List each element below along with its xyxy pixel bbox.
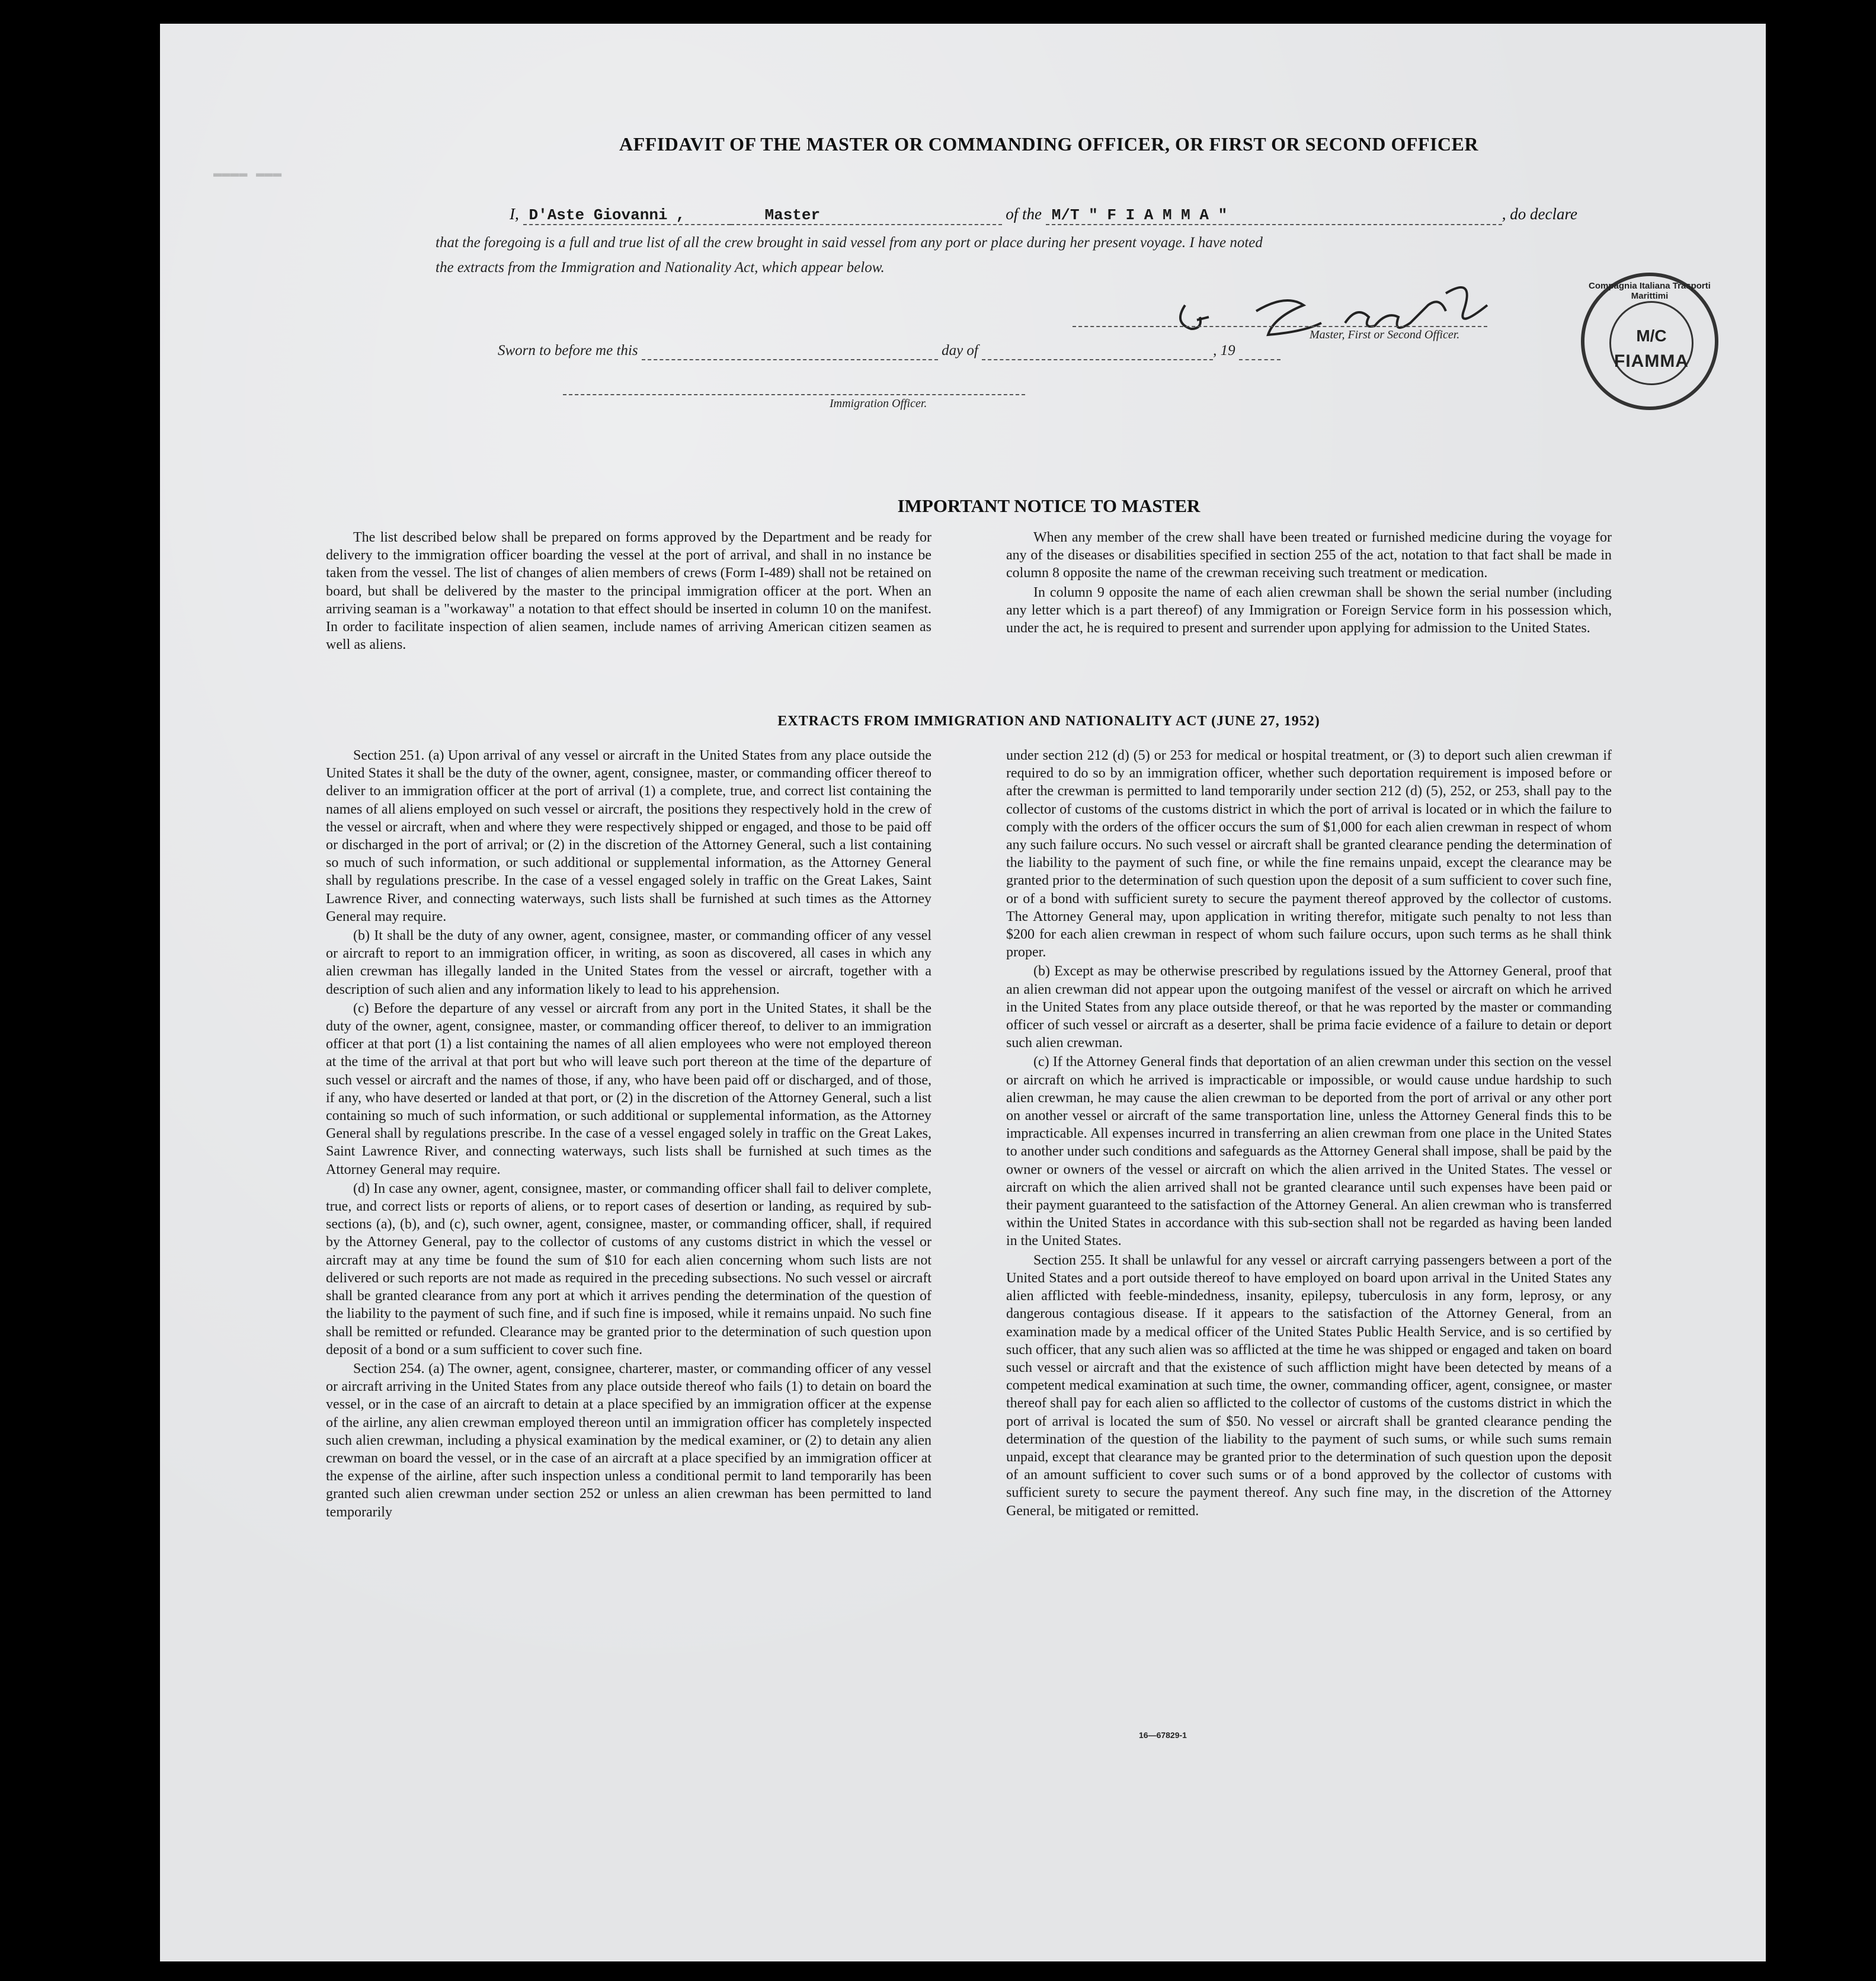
notice-right-column — [1006, 529, 1612, 638]
master-name: D'Aste Giovanni — [529, 206, 668, 224]
sworn-day-field — [642, 343, 938, 360]
binder-hole — [1773, 1597, 1800, 1624]
section-251-b: (b) It shall be the duty of any owner, agent, consignee, master, or commanding officer of any vessel or aircraft to report to an immigration officer, in writing, as soon as discovered, all cases in which any alien crewman has illegally landed in the United States from the vessel or aircraft, together with a description of such alien and any information likely to lead to his apprehension. — [326, 928, 931, 997]
declaration-text-1: that the foregoing is a full and true list of all the crew brought in said vessel from any port or place during her present voyage. I have noted — [436, 235, 1263, 251]
binder-hole — [1773, 558, 1800, 585]
bleed-through-text: ▬▬▬▬ ▬▬▬ — [213, 166, 282, 182]
declaration-text-2: the extracts from the Immigration and Nationality Act, which appear below. — [436, 260, 885, 276]
extracts-title: EXTRACTS FROM IMMIGRATION AND NATIONALITY ACT (JUNE 27, 1952) — [777, 713, 1320, 729]
i-label: I, — [510, 205, 519, 223]
stamp-ship-name: FIAMMA — [1614, 351, 1689, 371]
sworn-year-field — [1239, 343, 1280, 360]
binder-hole — [1773, 668, 1800, 696]
master-rank: Master — [764, 206, 821, 224]
section-255: Section 255. It shall be unlawful for any vessel or aircraft carrying passengers between a port of the United States and a port outside thereof to have employed on board upon arrival in the United States any alien afflicted with feeble-mindedness, insanity, epilepsy, tuberculosis in any form, leprosy, or any dangerous contagious disease. If it appears to the satisfaction of the Attorney General, from an examination made by a medical officer of the United States Public Health Service, and is so certified by such officer, that any such alien was so afflicted at the time he was shipped or engaged and taken on board such vessel or aircraft and that the existence of such affliction might have been detected by means of a competent medical examination at such time, the owner, commanding officer, agent, consignee, or master thereof shall pay for each alien so afflicted to the collector of customs of the customs district in which the port of arrival is located the sum of $50. No vessel or aircraft shall be granted clearance pending the determination of the question of the liability to the payment of such sums, or while such sums remain unpaid, except that clearance may be granted prior to the determination of such question upon the deposit of an amount sufficient to cover such sums or of a bond approved by the collector of customs with sufficient surety to secure the payment thereof. Any such fine may, in the discretion of the Attorney General, be mitigated or remitted. — [1006, 1252, 1612, 1519]
document-page — [160, 24, 1766, 1961]
sworn-label: Sworn to before me this — [498, 343, 638, 359]
sworn-line — [498, 343, 1280, 360]
stamp-mc: M/C — [1636, 327, 1667, 345]
binder-hole — [1773, 159, 1800, 186]
binder-hole — [1773, 124, 1800, 152]
binder-hole — [1773, 1199, 1800, 1226]
binder-hole — [1773, 264, 1800, 291]
name-comma: , — [676, 206, 686, 224]
notice-left-paragraph: The list described below shall be prepared on forms approved by the Department and be ready for delivery to the immigration officer boarding the vessel at the port of arrival, and shall in no instance be taken from the vessel. The list of changes of alien members of crews (Form I-489) shall not be retained on board, but shall be delivered by the master to the principal immigration officer at the port. When an arriving seaman is a "workaway" a notation to that effect should be inserted in column 10 on the manifest. In order to facilitate inspection of alien seamen, include names of arriving American citizen seamen as well as aliens. — [326, 530, 931, 653]
master-name-field — [523, 205, 731, 225]
vessel-name: M/T " F I A M M A " — [1051, 206, 1228, 224]
stamp-inner-ring — [1609, 301, 1693, 385]
extracts-left-column — [326, 747, 931, 1522]
binder-hole — [1773, 1698, 1800, 1725]
form-code: 16—67829-1 — [1139, 1730, 1187, 1740]
extracts-right-column — [1006, 747, 1612, 1521]
section-254-b: (b) Except as may be otherwise prescribed by regulations issued by the Attorney General, proof that an alien crewman did not appear upon the outgoing manifest of the vessel or aircraft on which he arrived in the United States from any place outside thereof, or that he was reported by the master or commanding officer of such vessel or aircraft as a deserter, shall be prima facie evidence of a failure to detain or deport such alien crewman. — [1006, 964, 1612, 1051]
notice-right-paragraph-1: When any member of the crew shall have been treated or furnished medicine during the voyage for any of the diseases or disabilities specified in section 255 of the act, notation to that fact shall be made in column 8 opposite the name of the crewman receiving such treatment or medication. — [1006, 530, 1612, 581]
binder-hole — [1773, 193, 1800, 220]
section-251-c: (c) Before the departure of any vessel or aircraft from any port in the United States, it shall be the duty of the owner, agent, consignee, master, or commanding officer thereof, to deliver to an immigration officer at that port (1) a list containing the names of all alien employees who were not employed thereon at the time of the arrival at that port but who will leave such port thereon at the time of the departure of such vessel or aircraft and the names of those, if any, who have been paid off or discharged, and of those, if any, who have deserted or landed at that port, or (2) in the discretion of the Attorney General, such a list containing so much of such information, or such additional or supplemental information, as the Attorney General shall by regulations prescribe. In the case of a vessel engaged solely in traffic on the Great Lakes, Saint Lawrence River, and connecting waterways, such lists shall be furnished at such times as the Attorney General may require. — [326, 1000, 931, 1177]
vessel-field — [1046, 205, 1502, 225]
immigration-officer-caption: Immigration Officer. — [830, 397, 927, 410]
binder-hole — [1773, 1310, 1800, 1337]
fiamma-ship-stamp — [1581, 273, 1718, 410]
immigration-officer-line — [563, 394, 1025, 395]
rank-field — [731, 205, 1002, 225]
day-of-label: day of — [942, 343, 978, 359]
affidavit-title: AFFIDAVIT OF THE MASTER OR COMMANDING OFFICER, OR FIRST OR SECOND OFFICER — [619, 133, 1478, 155]
year-label: , 19 — [1213, 343, 1235, 359]
stamp-ring-text: Compagnia Italiana Trasporti Marittimi — [1589, 281, 1711, 301]
section-254-c: (c) If the Attorney General finds that deportation of an alien crewman under this section on the vessel or aircraft on which he arrived is impracticable or impossible, or would cause undue hardship to such alien crewman, he may cause the alien crewman to be deported from the port of arrival or any other port on another vessel or aircraft of the same transportation line, unless the Attorney General finds this to be impracticable. All expenses incurred in transferring an alien crewman from one place in the United States to another under such conditions and safeguards as the Attorney General shall impose, shall be paid by the owner or owners of the vessel or aircraft on which the alien arrived in the United States. The vessel or aircraft on which the alien arrived shall not be granted clearance until such expenses have been paid or their payment guaranteed to the satisfaction of the Attorney General. An alien crewman who is transferred within the United States in accordance with this sub-section shall not be regarded as having been landed in the United States. — [1006, 1054, 1612, 1249]
section-254-a: Section 254. (a) The owner, agent, consignee, charterer, master, or commanding officer of any vessel or aircraft arriving in the United States from any place outside thereof who fails (1) to detain on board the vessel, or in the case of an aircraft to detain at a place specified by an immigration officer at the expense of the airline, any alien crewman employed thereon until an immigration officer has completely inspected such alien crewman, including a physical examination by the medical examiner, or (2) to detain any alien crewman on board the vessel, or in the case of an aircraft at a place specified by an immigration officer at the expense of the airline, after such inspection unless a conditional permit to land temporarily has been granted such alien crewman under section 252 or unless an alien crewman has been permitted to land temporarily — [326, 1361, 931, 1520]
section-254-a-continued: under section 212 (d) (5) or 253 for medical or hospital treatment, or (3) to deport such alien crewman if required to do so by an immigration officer, whether such deportation requirement is imposed before or after the crewman is permitted to land temporarily under section 212 (d) (5), 252, or 253, shall pay to the collector of customs of the customs district in which the port of arrival is located or in which the failure to comply with the orders of the officer occurs the sum of $1,000 for each alien crewman in respect of whom any such failure occurs. No such vessel or aircraft shall be granted clearance pending the determination of the liability to the payment of such fine, or while the fine remains unpaid, except the clearance may be granted prior to the determination of such question upon the deposit of a sum sufficient to cover such fine, or of a bond with sufficient surety to secure the payment thereof approved by the collector of customs. The Attorney General may, upon application in writing therefor, mitigate such penalty to not less than $200 for each alien crewman in respect of whom such failure occurs, upon such terms as he shall think proper. — [1006, 748, 1612, 961]
declaration-line — [510, 205, 1754, 225]
signature-line — [1073, 326, 1487, 327]
do-declare-label: , do declare — [1502, 205, 1577, 223]
of-the-label: of the — [1006, 205, 1042, 223]
sworn-month-field — [982, 343, 1213, 360]
notice-left-column — [326, 529, 931, 655]
notice-right-paragraph-2: In column 9 opposite the name of each alien crewman shall be shown the serial number (including any letter which is a part thereof) of any Immigration or Foreign Service form in his possession which, under the act, he is required to present and surrender upon applying for admission to the United States. — [1006, 584, 1612, 636]
section-251-a: Section 251. (a) Upon arrival of any vessel or aircraft in the United States from any place outside the United States it shall be the duty of the owner, agent, consignee, master, or commanding officer thereof to deliver to an immigration officer at the port of arrival (1) a complete, true, and correct list containing the names of all aliens employed on such vessel or aircraft, the positions they respectively hold in the crew of the vessel or aircraft, when and where they were respectively shipped or engaged, and those to be paid off or discharged in the port of arrival; or (2) in the discretion of the Attorney General, such a list containing so much of such information, or such additional or supplemental information, as the Attorney General shall by regulations prescribe. In the case of a vessel engaged solely in traffic on the Great Lakes, Saint Lawrence River, and connecting waterways, such lists shall be furnished at such times as the Attorney General may require. — [326, 748, 931, 924]
section-251-d: (d) In case any owner, agent, consignee, master, or commanding officer shall fail to deliver complete, true, and correct lists or reports of aliens, or to report cases of desertion or landing, as required by sub-sections (a), (b), and (c), such owner, agent, consignee, master, or commanding officer, shall, if required by the Attorney General, pay to the collector of customs of any customs district in which the vessel or aircraft may at any time be found the sum of $10 for each alien concerning whom such lists are not delivered or such reports are not made as required in the preceding subsections. No such vessel or aircraft shall be granted clearance from any port at which it arrives pending the determination of the question of the liability to the payment of such fine, and if such fine is imposed, while it remains unpaid. No such fine shall be remitted or refunded. Clearance may be granted prior to the determination of such question upon deposit of a bond or a sum sufficient to cover such fine. — [326, 1180, 931, 1358]
officer-caption: Master, First or Second Officer. — [1310, 328, 1460, 341]
notice-title: IMPORTANT NOTICE TO MASTER — [897, 495, 1200, 516]
